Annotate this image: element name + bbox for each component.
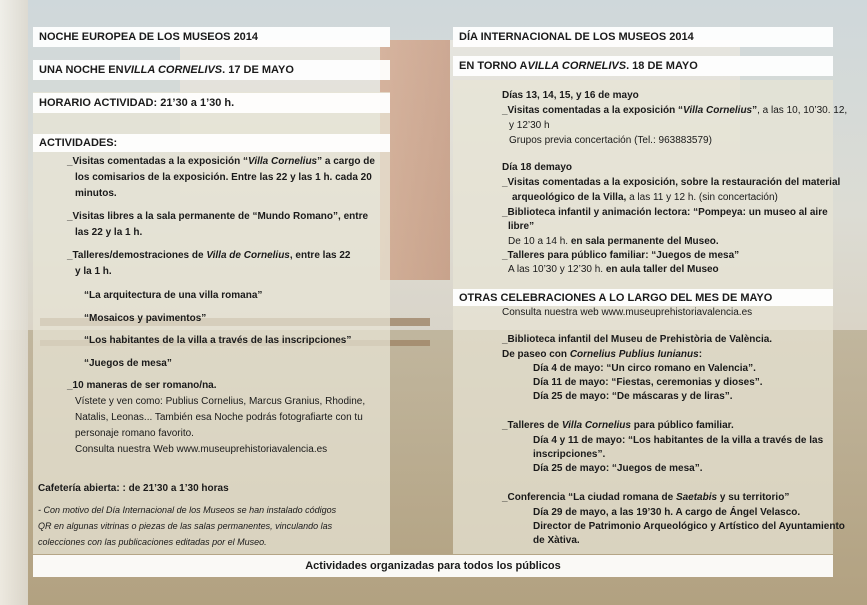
horario-bar: HORARIO ACTIVIDAD: 21’30 a 1’30 h. — [33, 93, 390, 113]
column — [0, 0, 28, 605]
left-header-2: UNA NOCHE EN VILLA CORNELIVS . 17 DE MAYO — [33, 60, 390, 80]
act4-l2: Vístete y ven como: Publius Cornelius, Marcus Granius, Rhodine, — [75, 396, 366, 407]
paseo-1: Día 4 de mayo: “Un circo romano en Valencia”. — [533, 363, 756, 374]
d2-visitas-l2: arqueológico de la Villa, a las 11 y 12 h. (sin concertación) — [512, 192, 778, 203]
paseo-3: Día 25 de mayo: “De máscaras y de liras”. — [533, 391, 733, 402]
taller-fam-2: Día 25 de mayo: “Juegos de mesa”. — [533, 463, 703, 474]
d2-talleres-l1: _Talleres para público familiar: “Juegos de mesa” — [502, 250, 740, 261]
taller-4: “Juegos de mesa” — [84, 358, 172, 369]
otras-web: Consulta nuestra web www.museuprehistoriavalencia.es — [502, 307, 753, 318]
cafeteria: Cafetería abierta: : de 21’30 a 1’30 horas — [38, 483, 229, 494]
taller-1: “La arquitectura de una villa romana” — [84, 290, 263, 301]
paseo-2: Día 11 de mayo: “Fiestas, ceremonias y dioses”. — [533, 377, 763, 388]
act1-l2: los comisarios de la exposición. Entre las 22 y las 1 h. cada 20 — [75, 172, 372, 183]
d2-biblioteca-l1: _Biblioteca infantil y animación lectora: “Pompeya: un museo al aire — [502, 207, 828, 218]
act3-l2: y la 1 h. — [75, 266, 112, 277]
conferencia: _Conferencia “La ciudad romana de Saetabis y su territorio” — [502, 492, 790, 503]
act4-l4: personaje romano favorito. — [75, 428, 194, 439]
qr-note-l3: colecciones con las publicaciones editadas por el Museo. — [38, 537, 267, 547]
conf-l3: de Xàtiva. — [533, 535, 580, 546]
otras-bar: OTRAS CELEBRACIONES A LO LARGO DEL MES DE MAYO — [453, 289, 833, 306]
left-header-1: NOCHE EUROPEA DE LOS MUSEOS 2014 — [33, 27, 390, 47]
qr-note-l2: QR en algunas vitrinas o piezas de las salas permanentes, vinculando las — [38, 521, 333, 531]
conf-l2: Director de Patrimonio Arqueológico y Artístico del Ayuntamiento — [533, 521, 845, 532]
act2-l2: las 22 y la 1 h. — [75, 227, 143, 238]
right-header-2: EN TORNO A VILLA CORNELIVS . 18 DE MAYO — [453, 56, 833, 76]
act2-l1: _Visitas libres a la sala permanente de “Mundo Romano”, entre — [67, 211, 369, 222]
qr-note-l1: - Con motivo del Día Internacional de los Museos se han instalado códigos — [38, 505, 337, 515]
footer-bar: Actividades organizadas para todos los públicos — [33, 555, 833, 577]
d2-talleres-l2: A las 10’30 y 12’30 h. en aula taller del Museo — [508, 264, 719, 275]
d2-visitas-l1: _Visitas comentadas a la exposición, sobre la restauración del material — [502, 177, 841, 188]
d1-l2: y 12’30 h — [509, 120, 550, 131]
d1-grupos: Grupos previa concertación (Tel.: 963883579) — [509, 135, 712, 146]
act3-l1: _Talleres/demostraciones de Villa de Cornelius, entre las 22 — [67, 250, 351, 261]
act1-l3: minutos. — [75, 188, 117, 199]
biblioteca-infantil: _Biblioteca infantil del Museu de Prehistòria de València. — [502, 334, 773, 345]
talleres-villa: _Talleres de Villa Cornelius para público familiar. — [502, 420, 734, 431]
act4-web: Consulta nuestra Web www.museuprehistoriavalencia.es — [75, 444, 328, 455]
dias-13-16: Días 13, 14, 15, y 16 de mayo — [502, 90, 639, 101]
d2-biblioteca-l2: libre” — [508, 221, 535, 232]
d1-visitas: _Visitas comentadas a la exposición “Villa Cornelius”, a las 10, 10’30. 12, — [502, 105, 848, 116]
taller-3: “Los habitantes de la villa a través de las inscripciones” — [84, 335, 352, 346]
taller-fam-1-l2: inscripciones”. — [533, 449, 606, 460]
right-header-1: DÍA INTERNACIONAL DE LOS MUSEOS 2014 — [453, 27, 833, 47]
act4-l3: Natalis, Leonas... También esa Noche podrás fotografiarte con tu — [75, 412, 363, 423]
villa-roof — [380, 40, 450, 280]
actividades-bar: ACTIVIDADES: — [33, 134, 390, 152]
act1-l1: _Visitas comentadas a la exposición “Villa Cornelius” a cargo de — [67, 156, 375, 167]
d2-biblioteca-l3: De 10 a 14 h. en sala permanente del Museo. — [508, 236, 719, 247]
act4-l1: _10 maneras de ser romano/na. — [67, 380, 217, 391]
paseo: De paseo con Cornelius Publius Iunianus: — [502, 349, 703, 360]
taller-fam-1-l1: Día 4 y 11 de mayo: “Los habitantes de la villa a través de las — [533, 435, 824, 446]
conf-l1: Día 29 de mayo, a las 19’30 h. A cargo de Ángel Velasco. — [533, 507, 801, 518]
dia-18: Día 18 demayo — [502, 162, 573, 173]
taller-2: “Mosaicos y pavimentos” — [84, 313, 207, 324]
